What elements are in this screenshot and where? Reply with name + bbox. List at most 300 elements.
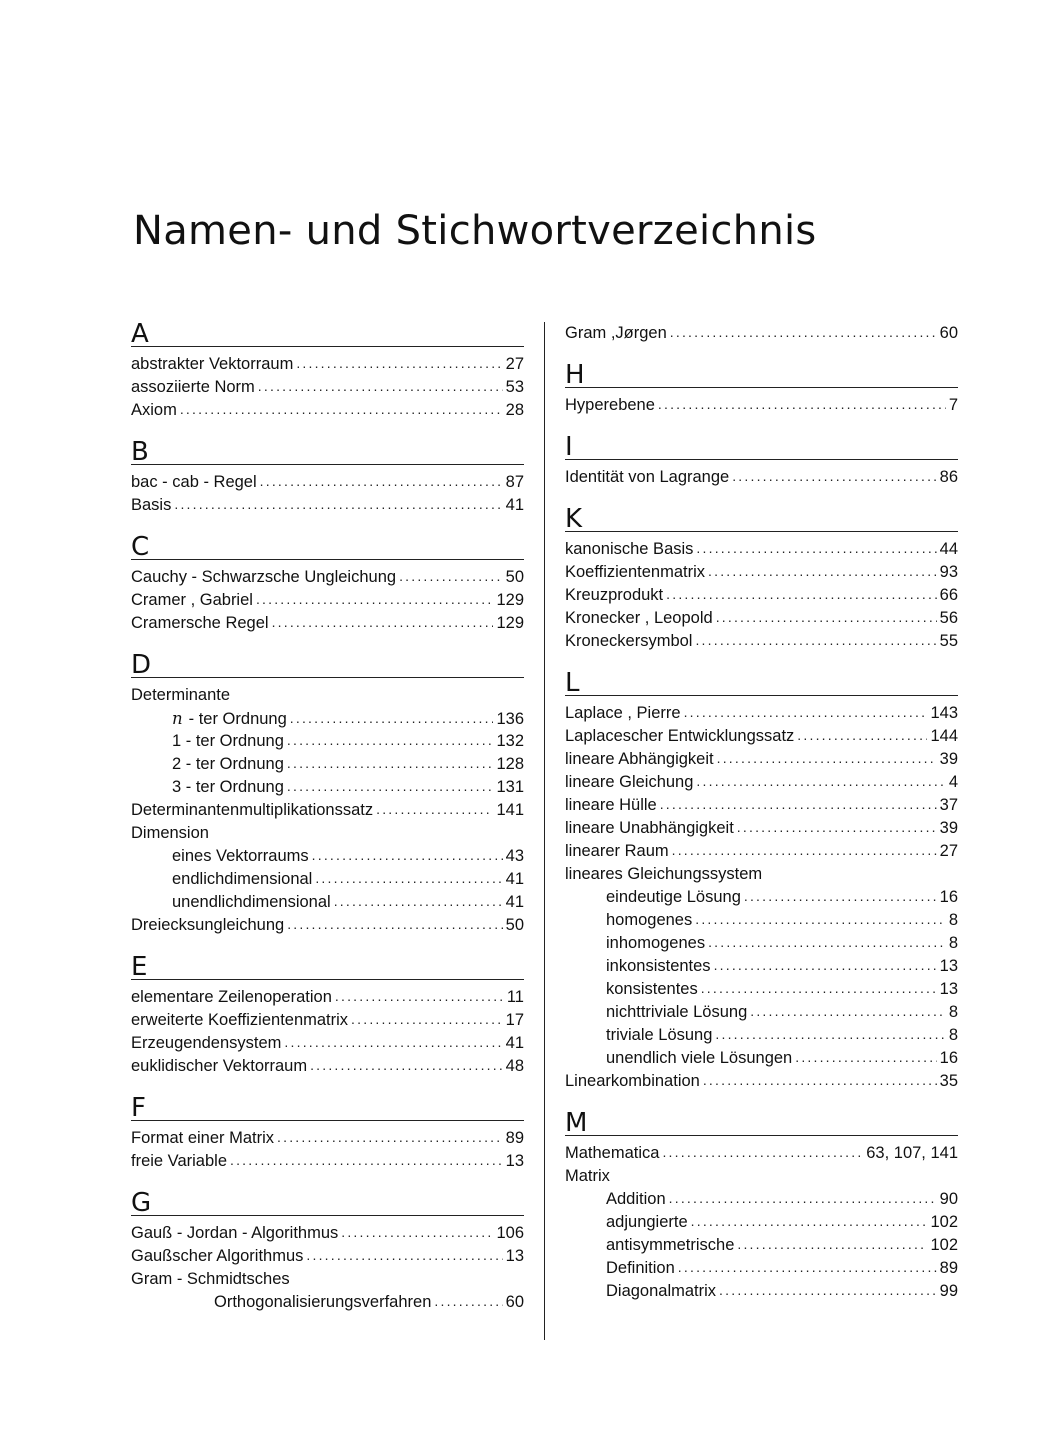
index-term-text: Mathematica — [565, 1144, 660, 1162]
index-term-text: Koeffizientenmatrix — [565, 563, 706, 581]
dot-leader — [715, 1023, 945, 1046]
page-number: 93 — [939, 563, 958, 581]
index-term — [172, 776, 284, 799]
page-number: 27 — [505, 355, 524, 373]
index-term — [606, 955, 711, 978]
index-term — [606, 1188, 666, 1211]
dot-leader — [277, 1126, 503, 1149]
page-number: 87 — [505, 473, 524, 491]
index-entry — [131, 684, 524, 707]
index-entry — [565, 607, 958, 630]
column-divider — [544, 322, 545, 1340]
dot-leader — [334, 890, 503, 913]
section-letter: D — [131, 649, 524, 678]
index-entry — [565, 1165, 958, 1188]
index-term — [565, 748, 714, 771]
index-term-text: bac - cab - Regel — [131, 473, 257, 491]
page-number: 102 — [930, 1236, 958, 1254]
section-letter: C — [131, 531, 524, 560]
index-term-text: inkonsistentes — [606, 957, 711, 975]
index-entry — [565, 702, 958, 725]
index-term — [131, 399, 177, 422]
dot-leader — [230, 1149, 503, 1172]
index-term-text: Addition — [606, 1190, 666, 1208]
page-number: 11 — [506, 988, 524, 1006]
index-term-text: Laplacescher Entwicklungssatz — [565, 727, 795, 745]
index-entry — [565, 840, 958, 863]
index-term — [131, 566, 396, 589]
index-term-text: Kreuzprodukt — [565, 586, 664, 604]
index-entry — [565, 394, 958, 417]
index-entry — [565, 771, 958, 794]
dot-leader — [315, 867, 502, 890]
page-number: 102 — [930, 1213, 958, 1231]
section-letter: F — [131, 1092, 524, 1121]
page-number: 7 — [948, 396, 958, 414]
dot-leader — [737, 816, 937, 839]
page-number: 90 — [939, 1190, 958, 1208]
index-term-text: Axiom — [131, 401, 177, 419]
index-term-text: freie Variable — [131, 1152, 227, 1170]
dot-leader — [287, 913, 502, 936]
index-section — [565, 359, 958, 417]
index-entry — [565, 466, 958, 489]
dot-leader — [658, 393, 946, 416]
page-number: 35 — [939, 1072, 958, 1090]
index-column-right — [565, 318, 958, 1317]
page-number: 37 — [939, 796, 958, 814]
dot-leader — [732, 465, 936, 488]
index-term-text: Identität von Lagrange — [565, 468, 730, 486]
dot-leader — [180, 398, 503, 421]
index-entry — [565, 1211, 958, 1234]
index-entry — [565, 1280, 958, 1303]
index-term-text: eines Vektorraums — [172, 847, 309, 865]
index-entry — [565, 630, 958, 653]
index-term-text: lineare Abhängigkeit — [565, 750, 714, 768]
dot-leader — [795, 1046, 936, 1069]
page-number: 56 — [939, 609, 958, 627]
dot-leader — [174, 493, 502, 516]
index-term — [565, 1142, 659, 1165]
dot-leader — [660, 793, 937, 816]
index-term-text: euklidischer Vektorraum — [131, 1057, 308, 1075]
index-term-text: endlichdimensional — [172, 870, 313, 888]
index-term-text: - ter Ordnung — [188, 710, 287, 728]
index-term — [131, 1055, 307, 1078]
index-term — [565, 1165, 610, 1188]
index-term — [172, 753, 284, 776]
index-column-left — [131, 318, 524, 1328]
index-term-text: Definition — [606, 1259, 675, 1277]
index-term — [606, 1001, 747, 1024]
dot-leader — [714, 954, 937, 977]
dot-leader — [672, 839, 937, 862]
page-number: 60 — [939, 324, 958, 342]
index-term — [606, 1234, 734, 1257]
page-number: 144 — [930, 727, 958, 745]
page-number: 13 — [939, 980, 958, 998]
index-entry — [565, 817, 958, 840]
index-term-text: Kroneckersymbol — [565, 632, 693, 650]
dot-leader — [669, 1187, 937, 1210]
dot-leader — [376, 798, 493, 821]
index-term — [131, 1009, 348, 1032]
page-number: 13 — [505, 1152, 524, 1170]
index-section — [565, 1107, 958, 1303]
index-entry — [131, 1055, 524, 1078]
dot-leader — [272, 611, 494, 634]
dot-leader — [399, 565, 503, 588]
index-term — [131, 612, 269, 635]
index-term-text: lineares Gleichungssystem — [565, 865, 763, 883]
section-letter: H — [565, 359, 958, 388]
index-entry — [131, 986, 524, 1009]
page-number: 50 — [505, 568, 524, 586]
index-entry — [131, 589, 524, 612]
index-entry — [131, 822, 524, 845]
index-entry — [565, 863, 958, 886]
index-term — [565, 863, 762, 886]
index-term — [606, 1257, 675, 1280]
index-term-text: Matrix — [565, 1167, 610, 1185]
page-number: 41 — [505, 893, 524, 911]
index-term-text: Format einer Matrix — [131, 1129, 275, 1147]
page-number: 143 — [930, 704, 958, 722]
dot-leader — [351, 1008, 503, 1031]
section-letter: I — [565, 431, 958, 460]
index-entry — [131, 494, 524, 517]
index-term-text: Dreiecksungleichung — [131, 916, 285, 934]
index-section — [131, 1187, 524, 1314]
index-term — [606, 932, 705, 955]
page-number: 8 — [948, 1026, 958, 1044]
page-number: 8 — [948, 1003, 958, 1021]
page-number: 106 — [496, 1224, 524, 1242]
page-number: 28 — [505, 401, 524, 419]
index-entry — [131, 799, 524, 822]
index-term — [565, 607, 713, 630]
dot-leader — [719, 1279, 937, 1302]
page-number: 60 — [505, 1293, 524, 1311]
index-entry — [131, 891, 524, 914]
index-entry — [131, 566, 524, 589]
index-term-text: inhomogenes — [606, 934, 706, 952]
index-term-text: Orthogonalisierungsverfahren — [214, 1293, 432, 1311]
page-number: 86 — [939, 468, 958, 486]
index-entry — [131, 707, 524, 730]
index-term — [565, 630, 692, 653]
index-entry — [565, 794, 958, 817]
index-term-text: eindeutige Lösung — [606, 888, 741, 906]
index-term — [131, 822, 209, 845]
index-term — [606, 886, 741, 909]
page-number: 4 — [948, 773, 958, 791]
index-term — [131, 1150, 227, 1173]
index-entry — [565, 748, 958, 771]
index-entry — [131, 845, 524, 868]
index-term — [565, 466, 729, 489]
index-term — [606, 909, 692, 932]
page-number: 27 — [939, 842, 958, 860]
index-term — [606, 978, 698, 1001]
dot-leader — [335, 985, 504, 1008]
dot-leader — [662, 1141, 863, 1164]
dot-leader — [716, 606, 937, 629]
index-entry — [565, 322, 958, 345]
section-letter: G — [131, 1187, 524, 1216]
dot-leader — [750, 1000, 946, 1023]
dot-leader — [691, 1210, 928, 1233]
index-term-text: Diagonalmatrix — [606, 1282, 717, 1300]
index-term — [131, 986, 332, 1009]
index-term — [131, 1268, 290, 1291]
index-entry — [131, 1222, 524, 1245]
index-entry — [131, 1009, 524, 1032]
index-term — [565, 794, 657, 817]
page-number: 48 — [505, 1057, 524, 1075]
page-number: 41 — [505, 870, 524, 888]
dot-leader — [256, 588, 494, 611]
section-letter: L — [565, 667, 958, 696]
index-term-text: erweiterte Koeffizientenmatrix — [131, 1011, 349, 1029]
page-number: 39 — [939, 819, 958, 837]
index-entry — [565, 886, 958, 909]
index-section — [565, 503, 958, 653]
dot-leader — [696, 537, 936, 560]
dot-leader — [284, 1031, 502, 1054]
page-number: 39 — [939, 750, 958, 768]
index-term-text: Gaußscher Algorithmus — [131, 1247, 304, 1265]
dot-leader — [695, 908, 946, 931]
page-number: 43 — [505, 847, 524, 865]
index-term-text: Gauß - Jordan - Algorithmus — [131, 1224, 339, 1242]
index-term-text: Hyperebene — [565, 396, 655, 414]
section-letter: M — [565, 1107, 958, 1136]
index-entry — [565, 1142, 958, 1165]
index-term — [131, 799, 373, 822]
index-entry — [565, 561, 958, 584]
page-number: 55 — [939, 632, 958, 650]
index-term-text: Gram - Schmidtsches — [131, 1270, 290, 1288]
page-number: 141 — [496, 801, 524, 819]
index-entry — [131, 776, 524, 799]
index-term-text: unendlich viele Lösungen — [606, 1049, 793, 1067]
index-term-text: antisymmetrische — [606, 1236, 735, 1254]
index-entry — [131, 471, 524, 494]
index-term-text: triviale Lösung — [606, 1026, 713, 1044]
index-term-text: assoziierte Norm — [131, 378, 255, 396]
index-term-text: lineare Unabhängigkeit — [565, 819, 734, 837]
dot-leader — [306, 1244, 502, 1267]
index-section — [565, 431, 958, 489]
index-entry — [131, 868, 524, 891]
index-entry — [565, 978, 958, 1001]
index-term-text: Cramer , Gabriel — [131, 591, 253, 609]
page-number: 66 — [939, 586, 958, 604]
index-entry — [131, 753, 524, 776]
index-entry — [131, 353, 524, 376]
page-number: 16 — [939, 888, 958, 906]
page-number: 41 — [505, 1034, 524, 1052]
index-term — [131, 1032, 281, 1055]
index-entry — [565, 725, 958, 748]
index-term — [131, 471, 257, 494]
index-term-text: Cauchy - Schwarzsche Ungleichung — [131, 568, 397, 586]
index-section — [131, 649, 524, 937]
index-term — [606, 1047, 792, 1070]
section-letter: K — [565, 503, 958, 532]
dot-leader — [258, 375, 503, 398]
index-term — [565, 840, 669, 863]
index-entry — [565, 1234, 958, 1257]
index-entry — [565, 1024, 958, 1047]
index-term — [565, 394, 655, 417]
dot-leader — [310, 1054, 503, 1077]
page-number: 8 — [948, 911, 958, 929]
page-number: 131 — [496, 778, 524, 796]
index-term — [172, 707, 287, 731]
page-number: 89 — [939, 1259, 958, 1277]
index-term — [565, 538, 693, 561]
index-entry — [131, 1032, 524, 1055]
index-entry — [565, 1257, 958, 1280]
index-term — [131, 1127, 274, 1150]
index-section — [131, 1092, 524, 1173]
index-term — [172, 845, 309, 868]
page-number: 8 — [948, 934, 958, 952]
index-term — [565, 584, 663, 607]
index-term-text: Linearkombination — [565, 1072, 700, 1090]
index-term-text: Laplace , Pierre — [565, 704, 681, 722]
dot-leader — [708, 931, 946, 954]
index-term — [606, 1280, 716, 1303]
index-term-text: Dimension — [131, 824, 209, 842]
page-number: 44 — [939, 540, 958, 558]
page-number: 132 — [496, 732, 524, 750]
dot-leader — [678, 1256, 937, 1279]
index-entry — [131, 1245, 524, 1268]
index-term — [131, 684, 230, 707]
index-section — [131, 951, 524, 1078]
page-number: 13 — [939, 957, 958, 975]
page-number: 136 — [496, 710, 524, 728]
index-term — [606, 1024, 712, 1047]
dot-leader — [717, 747, 937, 770]
page-number: 129 — [496, 614, 524, 632]
page-number: 16 — [939, 1049, 958, 1067]
index-term — [131, 1222, 338, 1245]
index-entry — [565, 538, 958, 561]
index-entry — [565, 1070, 958, 1093]
index-section — [131, 318, 524, 422]
dot-leader — [434, 1290, 502, 1313]
index-term-text: Kronecker , Leopold — [565, 609, 713, 627]
page-number: 17 — [505, 1011, 524, 1029]
index-term — [565, 725, 794, 748]
index-term-text: Erzeugendensystem — [131, 1034, 282, 1052]
index-term — [565, 561, 705, 584]
index-entry — [131, 914, 524, 937]
section-letter: E — [131, 951, 524, 980]
index-term-text: Gram ,Jørgen — [565, 324, 667, 342]
index-term — [172, 730, 284, 753]
index-term — [172, 891, 331, 914]
index-entry — [131, 612, 524, 635]
dot-leader — [703, 1069, 937, 1092]
index-term — [131, 914, 284, 937]
dot-leader — [666, 583, 937, 606]
index-term — [131, 353, 293, 376]
page-number: 99 — [939, 1282, 958, 1300]
index-term — [565, 322, 667, 345]
dot-leader — [701, 977, 937, 1000]
index-term-text: unendlichdimensional — [172, 893, 331, 911]
index-term-text: 2 - ter Ordnung — [172, 755, 284, 773]
index-entry — [131, 399, 524, 422]
index-term-text: nichttriviale Lösung — [606, 1003, 748, 1021]
dot-leader — [670, 321, 937, 344]
page-title: Namen- und Stichwortverzeichnis — [133, 208, 817, 254]
index-term-text: kanonische Basis — [565, 540, 694, 558]
section-letter: B — [131, 436, 524, 465]
page-number: 41 — [505, 496, 524, 514]
index-entry — [131, 1268, 524, 1291]
page-number: 63, 107, 141 — [866, 1144, 958, 1162]
index-entry — [131, 1150, 524, 1173]
index-term-text: Cramersche Regel — [131, 614, 269, 632]
page-number: 50 — [505, 916, 524, 934]
index-term-text: linearer Raum — [565, 842, 669, 860]
page-number: 53 — [505, 378, 524, 396]
index-term-text: lineare Gleichung — [565, 773, 694, 791]
index-term-text: adjungierte — [606, 1213, 688, 1231]
index-term — [606, 1211, 688, 1234]
index-entry — [565, 1001, 958, 1024]
dot-leader — [287, 752, 494, 775]
index-term — [565, 702, 681, 725]
dot-leader — [797, 724, 927, 747]
page-number: 89 — [505, 1129, 524, 1147]
index-term-text: abstrakter Vektorraum — [131, 355, 294, 373]
dot-leader — [296, 352, 502, 375]
index-entry — [131, 730, 524, 753]
index-term — [214, 1291, 431, 1314]
dot-leader — [684, 701, 928, 724]
index-term — [131, 376, 255, 399]
index-section — [131, 531, 524, 635]
index-term — [131, 1245, 303, 1268]
index-section — [565, 667, 958, 1093]
index-entry — [565, 909, 958, 932]
index-entry — [131, 1291, 524, 1314]
page-number: 13 — [505, 1247, 524, 1265]
dot-leader — [696, 770, 945, 793]
index-term-text: 1 - ter Ordnung — [172, 732, 284, 750]
index-term-text: konsistentes — [606, 980, 698, 998]
index-term-text: Determinantenmultiplikationssatz — [131, 801, 374, 819]
index-term-text: 3 - ter Ordnung — [172, 778, 284, 796]
index-term — [172, 868, 312, 891]
index-entry — [131, 376, 524, 399]
index-term — [565, 1070, 700, 1093]
index-entry — [565, 1188, 958, 1211]
dot-leader — [260, 470, 503, 493]
dot-leader — [290, 707, 494, 730]
index-entry — [131, 1127, 524, 1150]
dot-leader — [708, 560, 937, 583]
index-term — [565, 817, 734, 840]
